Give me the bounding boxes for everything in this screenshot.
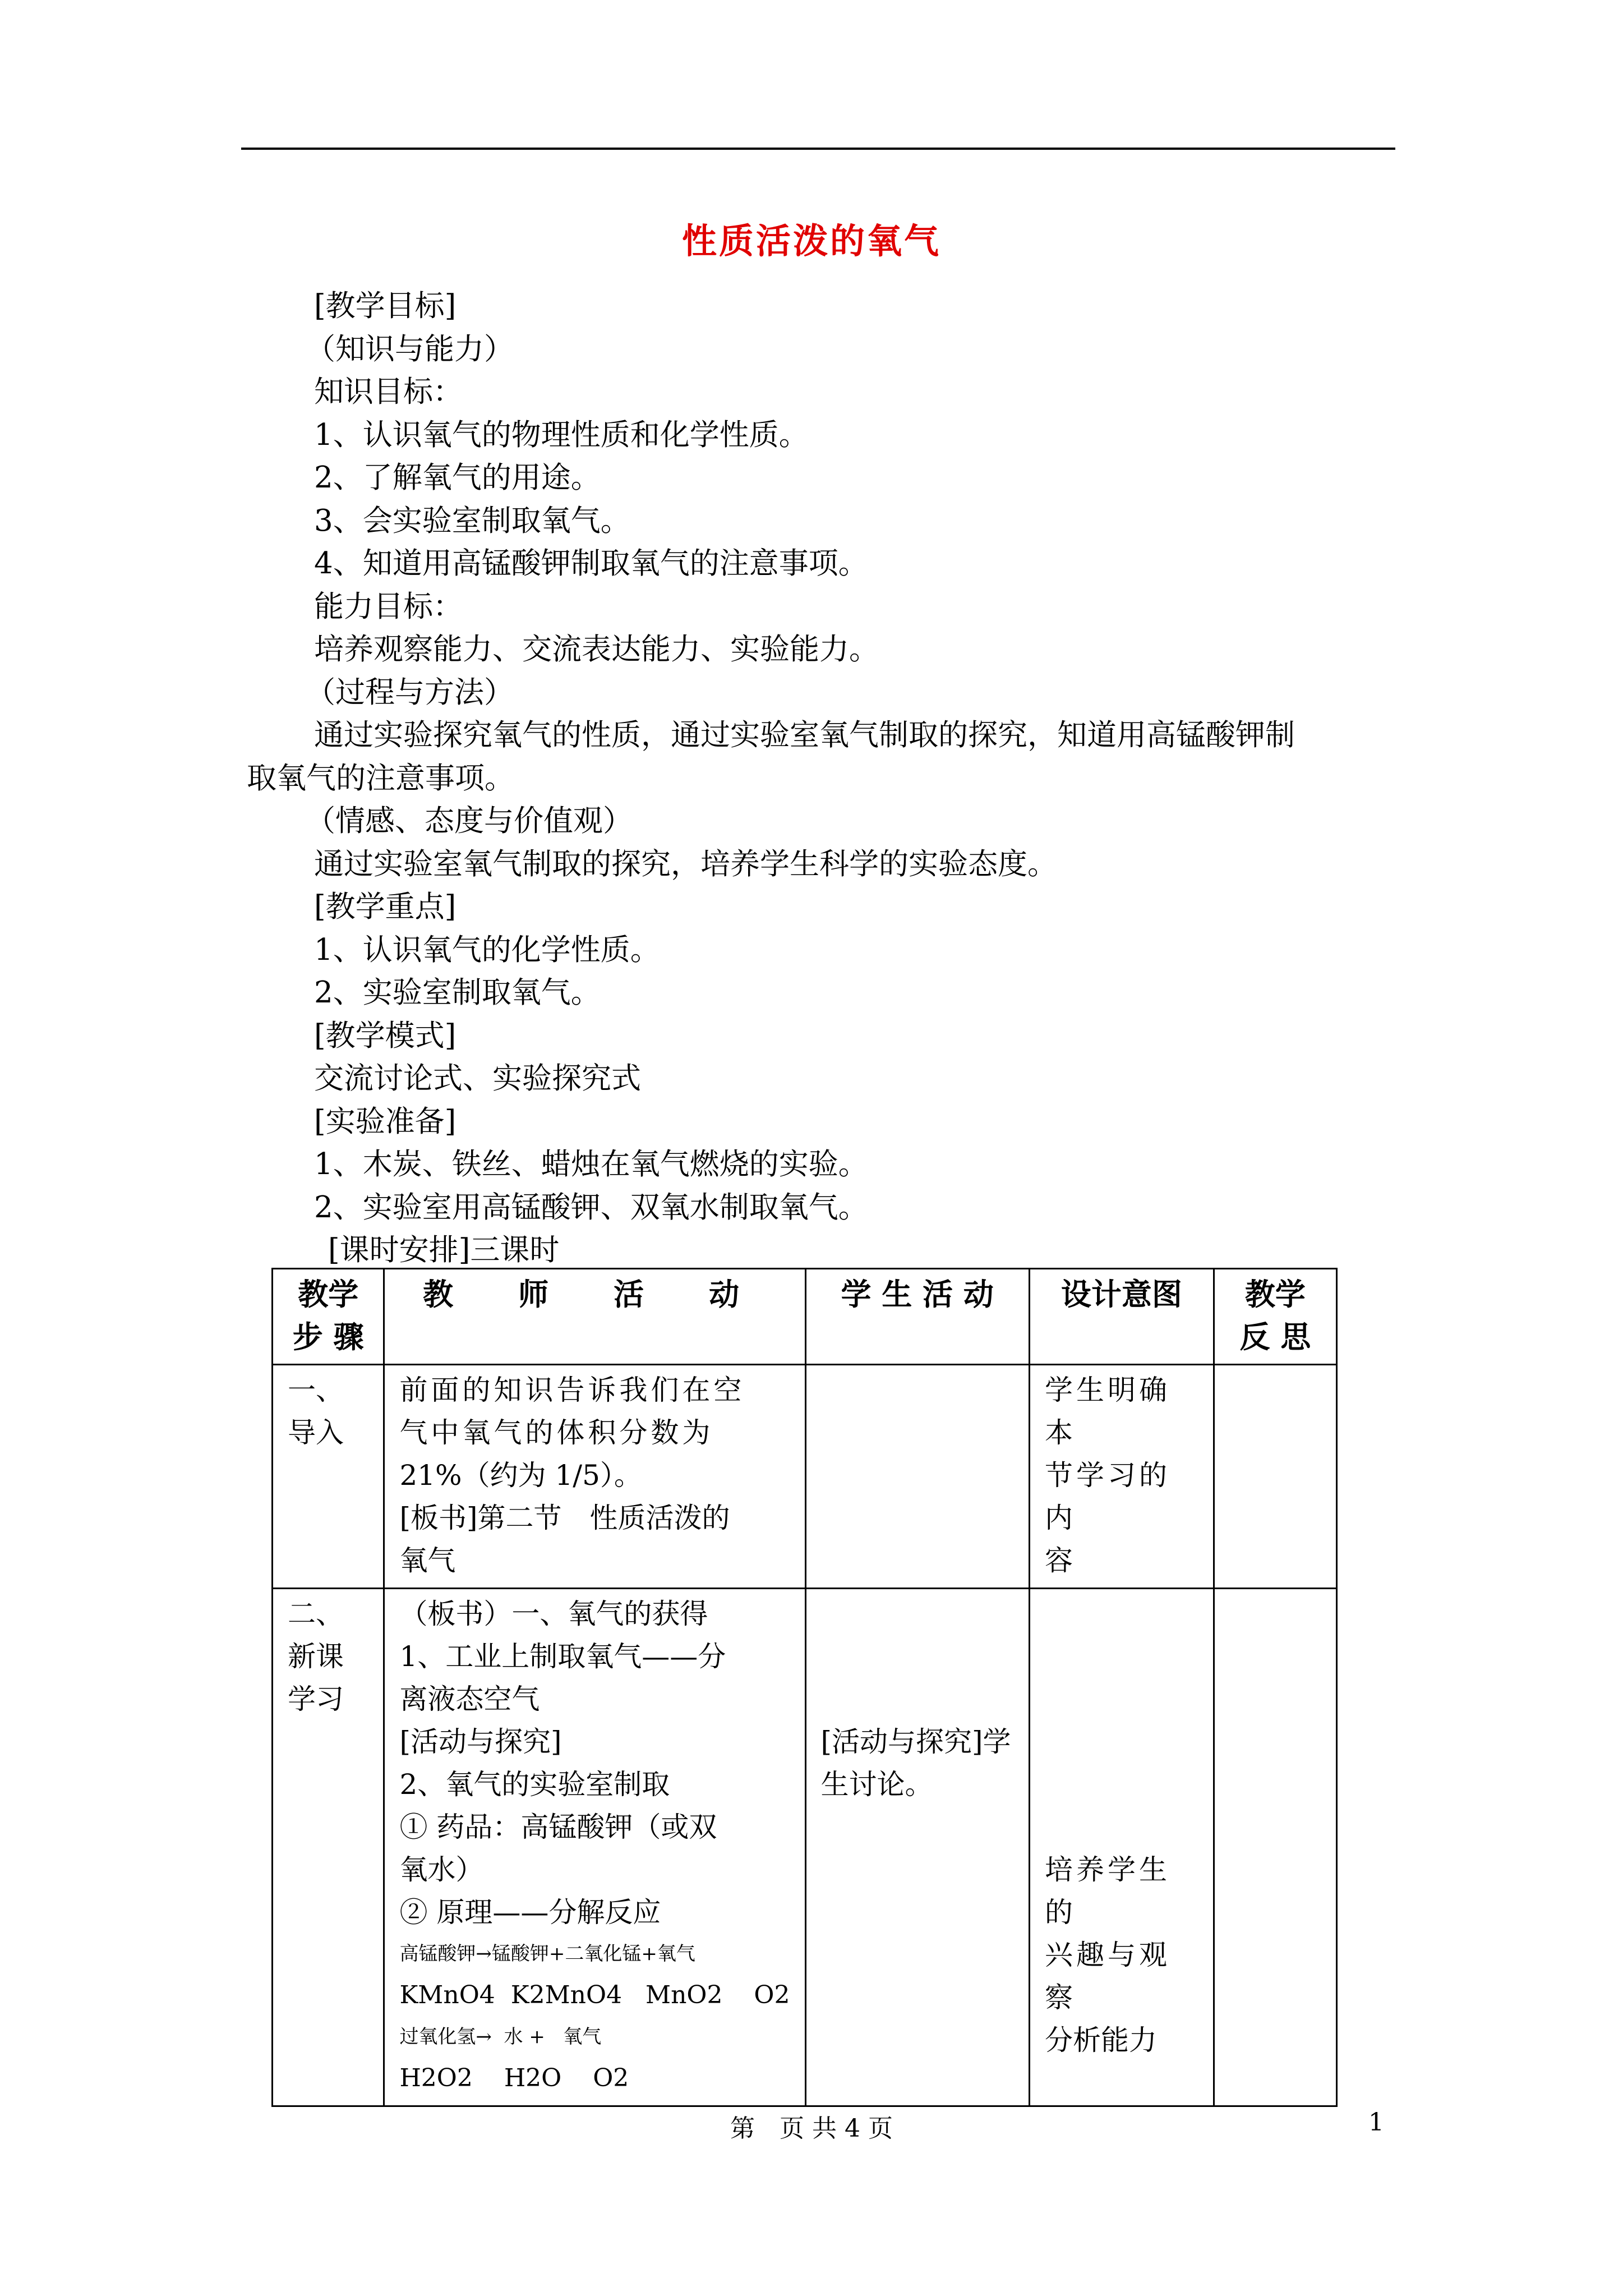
step-cell: 二、新课学习 [273,1589,384,2106]
student-line: [活动与探究]学 [820,1726,1011,1758]
heading-preparation: [实验准备] [314,1104,457,1139]
teacher-line: 气中氧气的体积分数为 [399,1416,714,1449]
header-design: 设计意图 [1029,1269,1214,1365]
teacher-line: [板书]第二节 性质活泼的 [399,1502,730,1534]
heading-mode: [教学模式] [314,1018,457,1053]
student-line: 生讨论。 [820,1768,933,1801]
teacher-cell [384,1365,805,1589]
teacher-line: 2、氧气的实验室制取 [399,1768,670,1801]
body-line: 通过实验室氧气制取的探究，培养学生科学的实验态度。 [314,846,1057,881]
teacher-line: [活动与探究] [399,1726,562,1758]
body-line: 交流讨论式、实验探究式 [314,1061,641,1096]
heading-objectives: [教学目标] [314,289,457,323]
body-line: 知识目标： [314,375,463,409]
teacher-line: 离液态空气 [399,1683,540,1715]
teacher-line: 21%（约为 1/5）。 [399,1459,642,1492]
page-title: 性质活泼的氧气 [681,220,941,261]
design-line: 学生明确本 [1044,1374,1170,1449]
body-line: 3、会实验室制取氧气。 [314,503,630,538]
equation-words: 过氧化氢→ 水 + 氧气 [399,2026,602,2048]
header-rule [241,148,1395,150]
teacher-line: 氧水） [399,1853,484,1886]
heading-key-points: [教学重点] [314,890,457,924]
teacher-line: 前面的知识告诉我们在空 [399,1374,745,1406]
header-reflect-line1: 教学 [1244,1276,1306,1312]
body-line: 1、认识氧气的物理性质和化学性质。 [314,417,809,452]
design-line: 分析能力 [1044,2024,1157,2056]
subheading-attitude: （情感、态度与价值观） [306,804,633,838]
page-number: 1 [1368,2108,1384,2137]
subheading-knowledge: （知识与能力） [306,332,514,366]
design-line: 兴趣与观察 [1044,1939,1170,2014]
step-cell: 一、导入 [273,1365,384,1589]
design-line: 容 [1044,1544,1073,1577]
equation-formulas: H2O2 H2O O2 [399,2064,629,2092]
design-cell [1029,1589,1214,2106]
student-cell [805,1365,1029,1589]
equation-words: 高锰酸钾→锰酸钾+二氧化锰+氧气 [399,1943,695,1965]
design-line: 培养学生的 [1044,1853,1170,1929]
design-cell [1029,1365,1214,1589]
header-reflect-line2: 反 思 [1239,1319,1311,1355]
reflect-cell [1214,1589,1336,2106]
spacer [821,1593,1014,1720]
body-line: 2、了解氧气的用途。 [314,461,601,495]
teacher-line: ② 原理——分解反应 [399,1896,661,1929]
body-line: 1、木炭、铁丝、蜡烛在氧气燃烧的实验。 [314,1147,868,1181]
body-line: 1、认识氧气的化学性质。 [314,932,660,967]
table-row [273,1365,1337,1589]
body-line: 2、实验室用高锰酸钾、双氧水制取氧气。 [314,1190,868,1225]
spacer [1045,1593,1198,1848]
header-step [273,1269,384,1365]
header-student: 学 生 活 动 [805,1269,1029,1365]
header-step-line2: 步 骤 [292,1319,364,1355]
table-row [273,1589,1337,2106]
student-cell [805,1589,1029,2106]
lesson-table [271,1268,1338,2107]
header-reflect [1214,1269,1336,1365]
teacher-cell [384,1589,805,2106]
header-step-line1: 教学 [298,1276,359,1312]
teacher-line: （板书）一、氧气的获得 [399,1598,708,1630]
body-line: 能力目标： [314,589,463,624]
body-line: 培养观察能力、交流表达能力、实验能力。 [314,632,879,666]
header-teacher: 教 师 活 动 [384,1269,805,1365]
body-line: 2、实验室制取氧气。 [314,976,601,1010]
design-line: 节学习的内 [1044,1459,1170,1534]
table-header-row [273,1269,1337,1365]
teacher-line: 氧气 [399,1544,456,1577]
document-body [247,285,1402,1272]
page-footer: 第 页 共 4 页 [730,2114,893,2143]
body-line: 取氧气的注意事项。 [247,761,514,795]
teacher-line: ① 药品：高锰酸钾（或双 [399,1811,717,1843]
heading-schedule: [课时安排]三课时 [328,1233,560,1267]
subheading-process: （过程与方法） [306,675,514,710]
body-line: 4、知道用高锰酸钾制取氧气的注意事项。 [314,546,868,581]
reflect-cell [1214,1365,1336,1589]
equation-formulas: KMnO4 K2MnO4 MnO2 O2 [399,1981,790,2009]
body-line: 通过实验探究氧气的性质，通过实验室氧气制取的探究，知道用高锰酸钾制 [314,718,1295,752]
teacher-line: 1、工业上制取氧气——分 [399,1640,726,1673]
